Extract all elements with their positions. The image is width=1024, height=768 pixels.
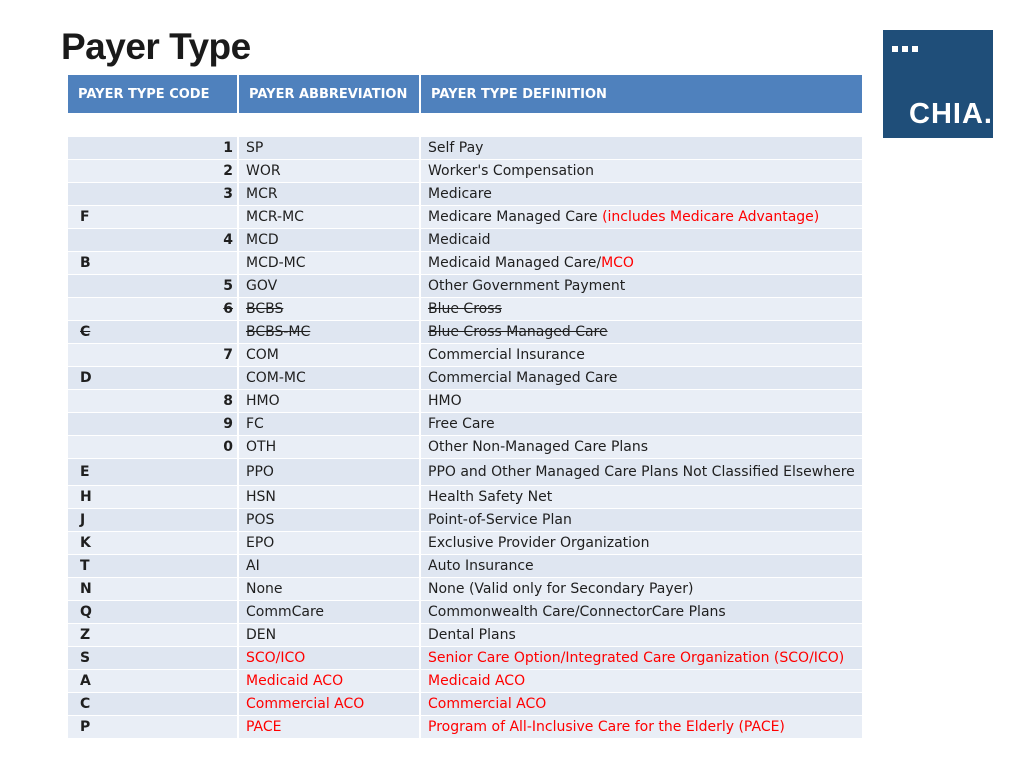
table-row [68, 252, 862, 274]
payer-type-code-cell: T [68, 555, 239, 577]
table-row [68, 624, 862, 646]
header-payer-abbreviation: PAYER ABBREVIATION [239, 75, 421, 113]
payer-abbreviation-cell: PPO [239, 459, 421, 485]
header-payer-type-definition: PAYER TYPE DEFINITION [421, 75, 862, 113]
payer-type-code-cell: J [68, 509, 239, 531]
payer-type-code-cell: H [68, 486, 239, 508]
payer-abbreviation-cell: FC [239, 413, 421, 435]
payer-abbreviation-cell: HSN [239, 486, 421, 508]
payer-abbreviation-cell: BCBS-MC [239, 321, 421, 343]
definition-text: Point-of-Service Plan [428, 512, 572, 528]
table-row [68, 183, 862, 205]
table-row [68, 601, 862, 623]
payer-type-code-cell: P [68, 716, 239, 738]
definition-text: HMO [428, 393, 462, 409]
definition-text: Exclusive Provider Organization [428, 535, 650, 551]
payer-abbreviation-cell: PACE [239, 716, 421, 738]
payer-type-definition-cell [421, 183, 862, 205]
payer-type-definition-cell [421, 137, 862, 159]
table-row [68, 367, 862, 389]
table-row [68, 436, 862, 458]
table-row [68, 578, 862, 600]
payer-type-code-cell: 8 [68, 390, 239, 412]
definition-text: Medicaid [428, 232, 491, 248]
payer-type-code-cell: 2 [68, 160, 239, 182]
payer-type-code-cell: B [68, 252, 239, 274]
definition-text: Medicaid Managed Care/ [428, 255, 602, 271]
payer-type-code-cell: 3 [68, 183, 239, 205]
payer-type-definition-cell [421, 509, 862, 531]
payer-type-code-cell: A [68, 670, 239, 692]
payer-type-code-cell: C [68, 321, 239, 343]
payer-type-table [68, 74, 862, 739]
table-row [68, 160, 862, 182]
payer-abbreviation-cell: MCD-MC [239, 252, 421, 274]
definition-text: Blue Cross [428, 301, 502, 317]
payer-type-definition-cell [421, 716, 862, 738]
definition-text: Medicare [428, 186, 492, 202]
payer-abbreviation-cell: COM [239, 344, 421, 366]
table-row [68, 716, 862, 738]
table-row [68, 206, 862, 228]
definition-note: (includes Medicare Advantage) [602, 209, 820, 225]
logo-text: CHIA. [909, 98, 993, 130]
definition-text: Medicaid ACO [428, 673, 526, 689]
payer-type-code-cell: 6 [68, 298, 239, 320]
definition-text: Auto Insurance [428, 558, 534, 574]
payer-type-definition-cell [421, 275, 862, 297]
payer-abbreviation-cell: Medicaid ACO [239, 670, 421, 692]
payer-type-definition-cell [421, 601, 862, 623]
payer-type-code-cell: 9 [68, 413, 239, 435]
table-row [68, 486, 862, 508]
definition-text: Medicare Managed Care [428, 209, 603, 225]
header-payer-type-code: PAYER TYPE CODE [68, 75, 239, 113]
definition-text: Senior Care Option/Integrated Care Organization (SCO/ICO) [428, 650, 845, 666]
payer-abbreviation-cell: WOR [239, 160, 421, 182]
payer-type-definition-cell [421, 436, 862, 458]
payer-type-definition-cell [421, 229, 862, 251]
payer-abbreviation-cell: CommCare [239, 601, 421, 623]
page-title: Payer Type [61, 26, 251, 67]
payer-abbreviation-cell: DEN [239, 624, 421, 646]
payer-abbreviation-cell: HMO [239, 390, 421, 412]
payer-type-definition-cell [421, 647, 862, 669]
payer-type-code-cell: N [68, 578, 239, 600]
definition-text: Program of All-Inclusive Care for the Elderly (PACE) [428, 719, 785, 735]
payer-type-code-cell: S [68, 647, 239, 669]
definition-text: Worker's Compensation [428, 163, 594, 179]
definition-text: PPO and Other Managed Care Plans Not Classified Elsewhere [428, 464, 855, 480]
table-row [68, 321, 862, 343]
table-row [68, 137, 862, 159]
payer-type-code-cell: Q [68, 601, 239, 623]
payer-abbreviation-cell: OTH [239, 436, 421, 458]
payer-abbreviation-cell: AI [239, 555, 421, 577]
payer-type-code-cell: 0 [68, 436, 239, 458]
table-row [68, 647, 862, 669]
payer-type-code-cell: K [68, 532, 239, 554]
payer-abbreviation-cell: MCD [239, 229, 421, 251]
table-row [68, 298, 862, 320]
payer-abbreviation-cell: POS [239, 509, 421, 531]
table-row [68, 344, 862, 366]
logo-dots-icon [892, 39, 922, 57]
payer-type-definition-cell [421, 532, 862, 554]
payer-abbreviation-cell: EPO [239, 532, 421, 554]
payer-type-definition-cell [421, 344, 862, 366]
definition-text: Dental Plans [428, 627, 516, 643]
definition-note: MCO [601, 255, 634, 271]
table-row [68, 275, 862, 297]
payer-abbreviation-cell: None [239, 578, 421, 600]
payer-abbreviation-cell: GOV [239, 275, 421, 297]
definition-text: Commercial Insurance [428, 347, 585, 363]
definition-text: Commercial Managed Care [428, 370, 618, 386]
payer-type-code-cell: F [68, 206, 239, 228]
payer-type-code-cell: 1 [68, 137, 239, 159]
payer-abbreviation-cell: BCBS [239, 298, 421, 320]
definition-text: Commonwealth Care/ConnectorCare Plans [428, 604, 726, 620]
payer-type-definition-cell [421, 206, 862, 228]
definition-text: Commercial ACO [428, 696, 547, 712]
payer-type-definition-cell [421, 390, 862, 412]
table-row [68, 670, 862, 692]
payer-abbreviation-cell: SCO/ICO [239, 647, 421, 669]
table-header-row [68, 75, 862, 113]
payer-type-code-cell: C [68, 693, 239, 715]
table-row [68, 390, 862, 412]
payer-type-definition-cell [421, 693, 862, 715]
payer-type-code-cell: D [68, 367, 239, 389]
payer-type-definition-cell [421, 321, 862, 343]
definition-text: Health Safety Net [428, 489, 553, 505]
payer-type-definition-cell [421, 413, 862, 435]
payer-type-definition-cell [421, 459, 862, 485]
table-row [68, 459, 862, 485]
payer-abbreviation-cell: Commercial ACO [239, 693, 421, 715]
payer-type-code-cell: 7 [68, 344, 239, 366]
table-row [68, 532, 862, 554]
payer-type-definition-cell [421, 298, 862, 320]
table-row [68, 555, 862, 577]
definition-text: None (Valid only for Secondary Payer) [428, 581, 694, 597]
table-row [68, 229, 862, 251]
payer-type-code-cell: 5 [68, 275, 239, 297]
table-row [68, 413, 862, 435]
table-body [68, 137, 862, 738]
payer-abbreviation-cell: MCR [239, 183, 421, 205]
chia-logo [883, 30, 993, 138]
payer-type-definition-cell [421, 486, 862, 508]
payer-type-code-cell: Z [68, 624, 239, 646]
payer-abbreviation-cell: MCR-MC [239, 206, 421, 228]
payer-type-code-cell: E [68, 459, 239, 485]
definition-text: Other Government Payment [428, 278, 626, 294]
payer-abbreviation-cell: COM-MC [239, 367, 421, 389]
payer-type-definition-cell [421, 367, 862, 389]
table-row [68, 693, 862, 715]
payer-type-definition-cell [421, 624, 862, 646]
table-row [68, 509, 862, 531]
payer-type-code-cell: 4 [68, 229, 239, 251]
payer-type-definition-cell [421, 252, 862, 274]
payer-type-definition-cell [421, 670, 862, 692]
payer-abbreviation-cell: SP [239, 137, 421, 159]
definition-text: Self Pay [428, 140, 484, 156]
definition-text: Other Non-Managed Care Plans [428, 439, 649, 455]
payer-type-definition-cell [421, 160, 862, 182]
payer-type-definition-cell [421, 555, 862, 577]
definition-text: Blue Cross Managed Care [428, 324, 608, 340]
payer-type-definition-cell [421, 578, 862, 600]
definition-text: Free Care [428, 416, 495, 432]
